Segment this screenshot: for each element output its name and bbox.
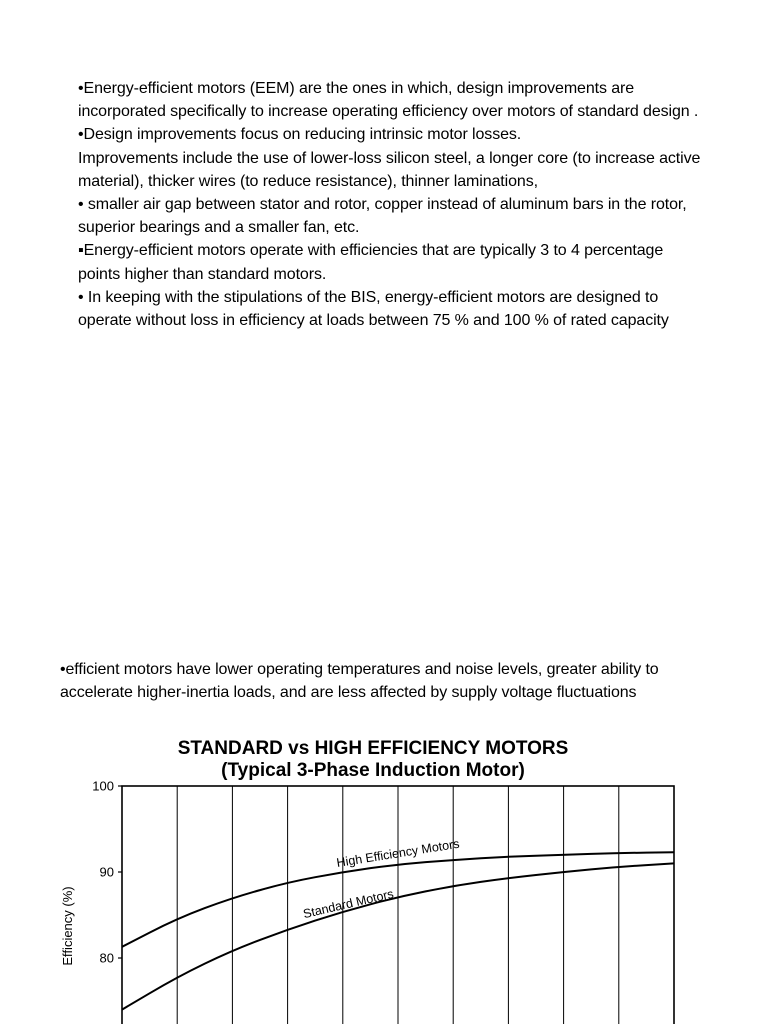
y-tick-label: 80 <box>99 950 114 966</box>
bullet-eem-definition: •Energy-efficient motors (EEM) are the ones in which, design improvements are incorporated specifically to increase operating efficiency over motors of standard design . <box>78 80 699 121</box>
bullet-bis-stipulations: • In keeping with the stipulations of the BIS, energy-efficient motors are designed to operate without loss in efficiency at loads between 75 % and 100 % of rated capacity <box>78 288 669 330</box>
y-tick-label: 100 <box>92 778 114 794</box>
efficiency-chart-svg <box>60 734 692 1024</box>
bullet-improvements-include: Improvements include the use of lower-loss silicon steel, a longer core (to increase active material), thicker wires (to reduce resistance), thinner laminations, <box>78 149 701 190</box>
y-axis-label: Efficiency (%) <box>60 886 75 966</box>
label-layer <box>302 837 461 921</box>
grid-layer <box>122 786 674 1024</box>
bullet-design-improvements: •Design improvements focus on reducing intrinsic motor losses. <box>78 126 522 144</box>
standard-motors-label: Standard Motors <box>301 886 395 922</box>
y-tick-label: 90 <box>99 864 114 880</box>
bullet-efficiency-points: ▪Energy-efficient motors operate with efficiencies that are typically 3 to 4 percentage points higher than standard motors. <box>78 242 664 283</box>
bullet-list <box>78 77 708 332</box>
efficiency-chart <box>60 734 692 1024</box>
chart-subtitle: (Typical 3-Phase Induction Motor) <box>221 760 525 781</box>
bullet-air-gap: • smaller air gap between stator and rotor, copper instead of aluminum bars in the rotor, superior bearings and a smaller fan, etc. <box>78 196 687 237</box>
second-bullet-block <box>60 658 710 704</box>
bullet-lower-temperatures: •efficient motors have lower operating temperatures and noise levels, greater ability to accelerate higher-inertia loads, and are less affected by supply voltage fluctuations <box>60 661 659 702</box>
tick-layer <box>92 779 122 966</box>
high-efficiency-label: High Efficiency Motors <box>335 836 461 870</box>
chart-title: STANDARD vs HIGH EFFICIENCY MOTORS <box>177 738 569 759</box>
